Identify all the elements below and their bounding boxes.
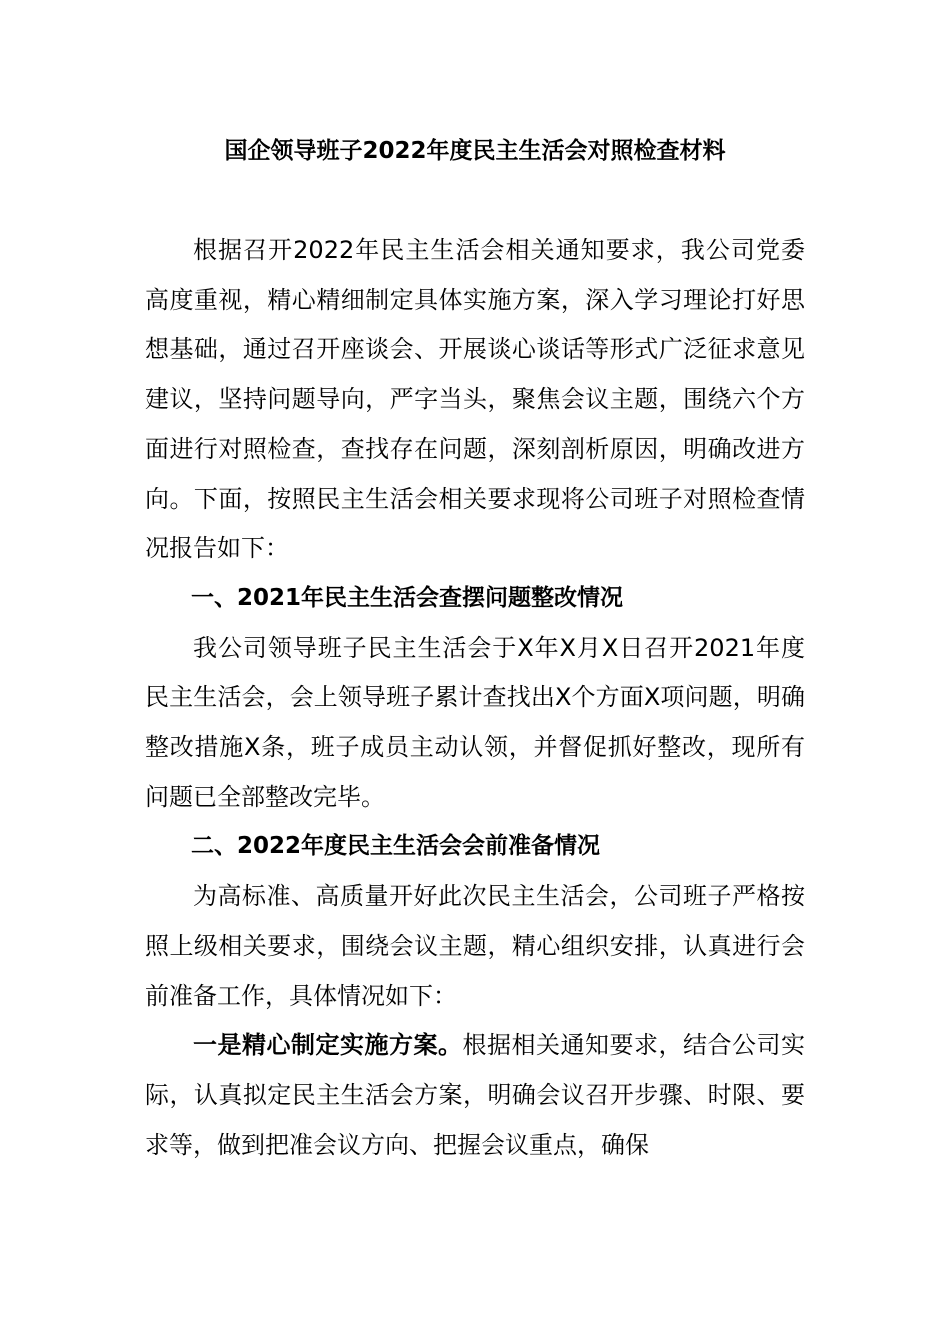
- section-2-paragraph: 为高标准、高质量开好此次民主生活会，公司班子严格按照上级相关要求，围绕会议主题，精心组织安排，认真进行会前准备工作，具体情况如下：: [145, 882, 805, 1010]
- document-title: 国企领导班子2022年度民主生活会对照检查材料: [224, 138, 726, 164]
- item-1-text: 根据相关通知要求，结合公司实际，认真拟定民主生活会方案，明确会议召开步骤、时限、要求等，做到把准会议方向、把握会议重点，确保: [145, 1031, 805, 1159]
- section-1-paragraph: 我公司领导班子民主生活会于X年X月X日召开2021年度民主生活会，会上领导班子累计查找出X个方面X项问题，明确整改措施X条，班子成员主动认领，并督促抓好整改，现所有问题已全部整改完毕。: [145, 633, 805, 811]
- section-2-heading: 二、2022年度民主生活会会前准备情况: [191, 833, 601, 860]
- item-1-lead: 一是精心制定实施方案。: [193, 1031, 463, 1060]
- document-body: [145, 226, 805, 1170]
- item-1-paragraph: [145, 1021, 805, 1170]
- intro-paragraph: 根据召开2022年民主生活会相关通知要求，我公司党委高度重视，精心精细制定具体实施方案，深入学习理论打好思想基础，通过召开座谈会、开展谈心谈话等形式广泛征求意见建议，坚持问题导向，严字当头，聚焦会议主题，围绕六个方面进行对照检查，查找存在问题，深刻剖析原因，明确改进方向。下面，按照民主生活会相关要求现将公司班子对照检查情况报告如下：: [145, 236, 805, 563]
- section-1-heading: 一、2021年民主生活会查摆问题整改情况: [191, 584, 624, 611]
